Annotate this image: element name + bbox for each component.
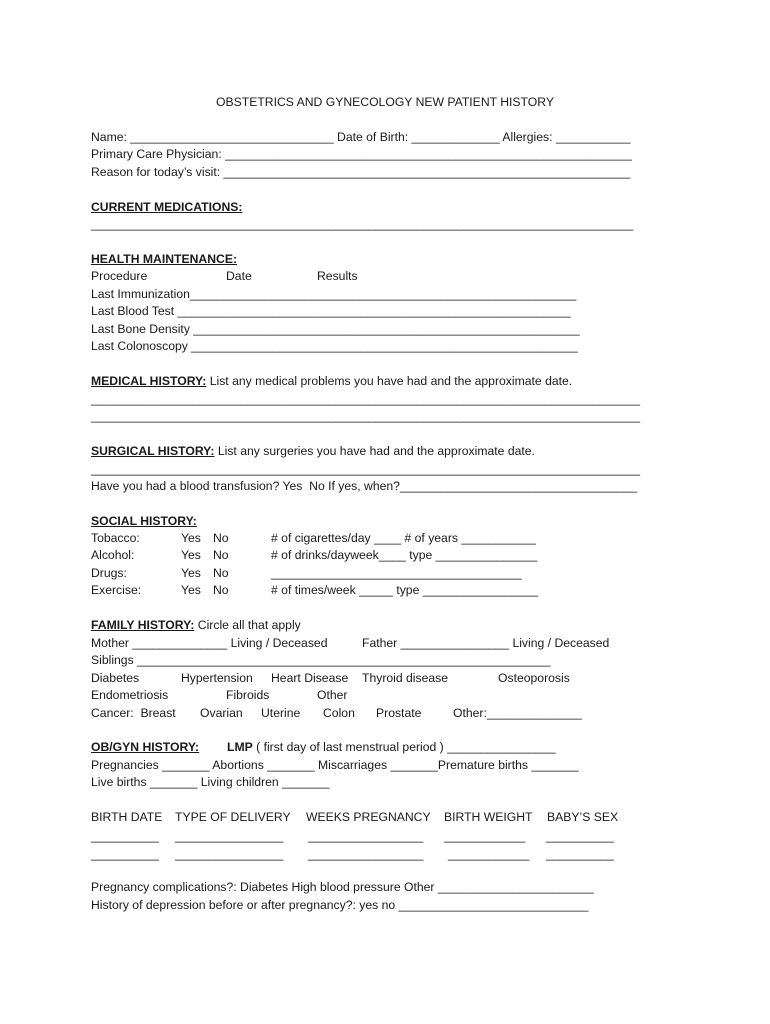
exercise-no-option[interactable]: No bbox=[213, 583, 229, 597]
exercise-yes-option[interactable]: Yes bbox=[181, 583, 201, 597]
medical-history-heading: MEDICAL HISTORY: bbox=[91, 374, 207, 388]
name-dob-allergies-line[interactable]: Name: ______________________________ Date of Birth: _____________ Allergies: ___________ bbox=[91, 130, 631, 144]
birth-row-1-date-blank[interactable]: __________ bbox=[91, 829, 159, 843]
lmp-label: LMP bbox=[227, 740, 253, 754]
last-bone-density-line[interactable]: Last Bone Density _________________________________________________________ bbox=[91, 322, 580, 336]
prostate-option[interactable]: Prostate bbox=[376, 706, 422, 720]
siblings-line[interactable]: Siblings _____________________________________________________________ bbox=[91, 653, 551, 667]
colon-option[interactable]: Colon bbox=[323, 706, 355, 720]
exercise-label: Exercise: bbox=[91, 583, 142, 597]
date-column-label: Date bbox=[226, 269, 252, 283]
uterine-option[interactable]: Uterine bbox=[261, 706, 301, 720]
weeks-pregnancy-header: WEEKS PREGNANCY bbox=[306, 810, 431, 824]
endometriosis-option[interactable]: Endometriosis bbox=[91, 688, 169, 702]
diabetes-option[interactable]: Diabetes bbox=[91, 671, 140, 685]
alcohol-label: Alcohol: bbox=[91, 548, 135, 562]
mother-line[interactable]: Mother ______________ Living / Deceased bbox=[91, 636, 328, 650]
medical-history-prompt: List any medical problems you have had and the approximate date. bbox=[206, 374, 573, 388]
drugs-yes-option[interactable]: Yes bbox=[181, 566, 201, 580]
surgical-history-heading: SURGICAL HISTORY: bbox=[91, 444, 215, 458]
health-maintenance-heading: HEALTH MAINTENANCE: bbox=[91, 252, 238, 266]
drugs-detail-line[interactable]: _____________________________________ bbox=[271, 566, 522, 580]
primary-care-physician-line[interactable]: Primary Care Physician: ____________________________________________________________ bbox=[91, 147, 632, 161]
other-option[interactable]: Other bbox=[317, 688, 348, 702]
father-line[interactable]: Father ________________ Living / Deceased bbox=[362, 636, 610, 650]
surgical-history-row bbox=[91, 444, 535, 458]
ovarian-option[interactable]: Ovarian bbox=[200, 706, 243, 720]
heart-disease-option[interactable]: Heart Disease bbox=[271, 671, 349, 685]
birth-row-2-weeks-blank[interactable]: _________________ bbox=[308, 847, 424, 861]
lmp-row bbox=[227, 740, 556, 754]
other-cancer-line[interactable]: Other:______________ bbox=[453, 706, 582, 720]
birth-weight-header: BIRTH WEIGHT bbox=[444, 810, 533, 824]
osteoporosis-option[interactable]: Osteoporosis bbox=[498, 671, 570, 685]
babys-sex-header: BABY’S SEX bbox=[547, 810, 619, 824]
birth-row-1-delivery-blank[interactable]: ________________ bbox=[175, 829, 284, 843]
surgical-history-prompt: List any surgeries you have had and the approximate date. bbox=[214, 444, 535, 458]
thyroid-disease-option[interactable]: Thyroid disease bbox=[362, 671, 449, 685]
birth-row-2-sex-blank[interactable]: __________ bbox=[546, 847, 614, 861]
last-immunization-line[interactable]: Last Immunization_________________________________________________________ bbox=[91, 287, 577, 301]
tobacco-label: Tobacco: bbox=[91, 531, 140, 545]
exercise-detail-line[interactable]: # of times/week _____ type _________________ bbox=[271, 583, 538, 597]
live-births-line[interactable]: Live births _______ Living children _______ bbox=[91, 775, 330, 789]
birth-row-2-date-blank[interactable]: __________ bbox=[91, 847, 159, 861]
current-medications-line[interactable]: ________________________________________________________________________________ bbox=[91, 217, 634, 231]
alcohol-yes-option[interactable]: Yes bbox=[181, 548, 201, 562]
tobacco-no-option[interactable]: No bbox=[213, 531, 229, 545]
depression-history-line[interactable]: History of depression before or after pregnancy?: yes no ____________________________ bbox=[91, 898, 589, 912]
family-history-row bbox=[91, 618, 301, 632]
cancer-breast-option[interactable]: Cancer: Breast bbox=[91, 706, 176, 720]
birth-row-1-sex-blank[interactable]: __________ bbox=[546, 829, 614, 843]
tobacco-detail-line[interactable]: # of cigarettes/day ____ # of years ___________ bbox=[271, 531, 536, 545]
type-of-delivery-header: TYPE OF DELIVERY bbox=[175, 810, 291, 824]
procedure-column-label: Procedure bbox=[91, 269, 148, 283]
medical-history-line-2[interactable]: _________________________________________________________________________________ bbox=[91, 409, 641, 423]
birth-row-2-weight-blank[interactable]: ____________ bbox=[448, 847, 530, 861]
fibroids-option[interactable]: Fibroids bbox=[226, 688, 270, 702]
lmp-line[interactable]: ( first day of last menstrual period ) ________________ bbox=[252, 740, 556, 754]
family-history-prompt: Circle all that apply bbox=[194, 618, 301, 632]
drugs-label: Drugs: bbox=[91, 566, 127, 580]
last-blood-test-line[interactable]: Last Blood Test __________________________________________________________ bbox=[91, 304, 571, 318]
tobacco-yes-option[interactable]: Yes bbox=[181, 531, 201, 545]
reason-for-visit-line[interactable]: Reason for today’s visit: ____________________________________________________________ bbox=[91, 165, 631, 179]
last-colonoscopy-line[interactable]: Last Colonoscopy _________________________________________________________ bbox=[91, 339, 578, 353]
birth-row-1-weeks-blank[interactable]: _________________ bbox=[308, 829, 424, 843]
results-column-label: Results bbox=[317, 269, 358, 283]
drugs-no-option[interactable]: No bbox=[213, 566, 229, 580]
hypertension-option[interactable]: Hypertension bbox=[181, 671, 253, 685]
birth-row-1-weight-blank[interactable]: ____________ bbox=[444, 829, 526, 843]
pregnancies-line[interactable]: Pregnancies _______ Abortions _______ Miscarriages _______Premature births _______ bbox=[91, 758, 579, 772]
alcohol-detail-line[interactable]: # of drinks/dayweek____ type _______________ bbox=[271, 548, 538, 562]
medical-history-row bbox=[91, 374, 572, 388]
social-history-heading: SOCIAL HISTORY: bbox=[91, 514, 197, 528]
family-history-heading: FAMILY HISTORY: bbox=[91, 618, 195, 632]
obgyn-history-heading: OB/GYN HISTORY: bbox=[91, 740, 200, 754]
medical-history-line-1[interactable]: _________________________________________________________________________________ bbox=[91, 392, 641, 406]
birth-date-header: BIRTH DATE bbox=[91, 810, 163, 824]
pregnancy-complications-line[interactable]: Pregnancy complications?: Diabetes High blood pressure Other _______________________ bbox=[91, 880, 594, 894]
current-medications-heading: CURRENT MEDICATIONS: bbox=[91, 200, 243, 214]
form-title: OBSTETRICS AND GYNECOLOGY NEW PATIENT HISTORY bbox=[216, 95, 554, 109]
birth-row-2-delivery-blank[interactable]: ________________ bbox=[175, 847, 284, 861]
alcohol-no-option[interactable]: No bbox=[213, 548, 229, 562]
surgical-history-line[interactable]: _________________________________________________________________________________ bbox=[91, 462, 641, 476]
blood-transfusion-line[interactable]: Have you had a blood transfusion? Yes No If yes, when?___________________________________ bbox=[91, 479, 638, 493]
